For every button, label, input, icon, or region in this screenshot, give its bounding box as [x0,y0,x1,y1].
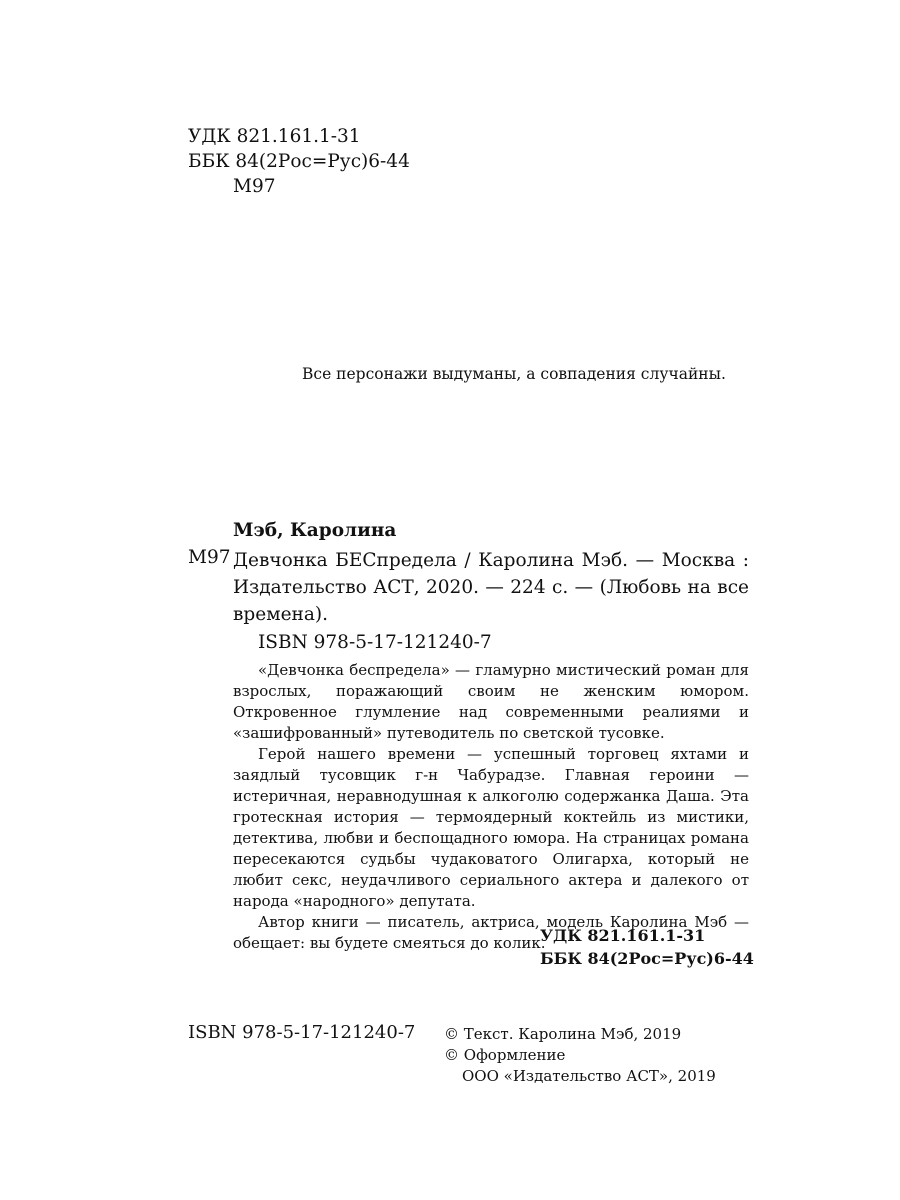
disclaimer: Все персонажи выдуманы, а совпадения случайны. [302,365,726,383]
author-heading: Мэб, Каролина [233,520,397,541]
annotation-paragraph: Автор книги — писатель, актриса, модель Каролина Мэб — обещает: вы будете смеяться до колик. [233,913,749,952]
isbn-bottom: ISBN 978-5-17-121240-7 [188,1022,416,1043]
classification-codes-bottom [540,924,754,970]
annotation [233,660,749,954]
bbk-code: ББК 84(2Рос=Рус)6-44 [188,151,410,172]
udk-code-bottom: УДК 821.161.1-31 [540,926,706,945]
copyright-publisher: ООО «Издательство АСТ», 2019 [462,1067,716,1085]
isbn-main: ISBN 978-5-17-121240-7 [258,632,492,653]
entry-author-mark: М97 [188,547,231,568]
annotation-paragraph: Герой нашего времени — успешный торговец яхтами и заядлый тусовщик г-н Чабурадзе. Главная героини — истеричная, неравнодушная к алкоголю содержанка Даша. Эта гротескная история — термоядерный коктейль из мистики, детектива, любви и беспощадного юмора. На страницах романа пересекаются судьбы чудаковатого Олигарха, который не любит секс, неудачливого сериального актера и далекого от народа «народного» депутата. [233,745,749,910]
annotation-paragraph: «Девчонка беспредела» — гламурно мистический роман для взрослых, поражающий своим не женским юмором. Откровенное глумление над современными реалиями и «зашифрованный» путеводитель по светской тусовке. [233,661,749,742]
copyright-design: © Оформление [444,1046,566,1064]
author-mark: М97 [233,176,276,197]
copyright-block [444,1024,716,1087]
bibliographic-description: Девчонка БЕСпредела / Каролина Мэб. — Москва : Издательство АСТ, 2020. — 224 с. — (Любовь на все времена). [233,550,749,625]
bbk-code-bottom: ББК 84(2Рос=Рус)6-44 [540,949,754,968]
udk-code: УДК 821.161.1-31 [188,126,361,147]
classification-codes-top [188,124,410,199]
copyright-text: © Текст. Каролина Мэб, 2019 [444,1025,682,1043]
